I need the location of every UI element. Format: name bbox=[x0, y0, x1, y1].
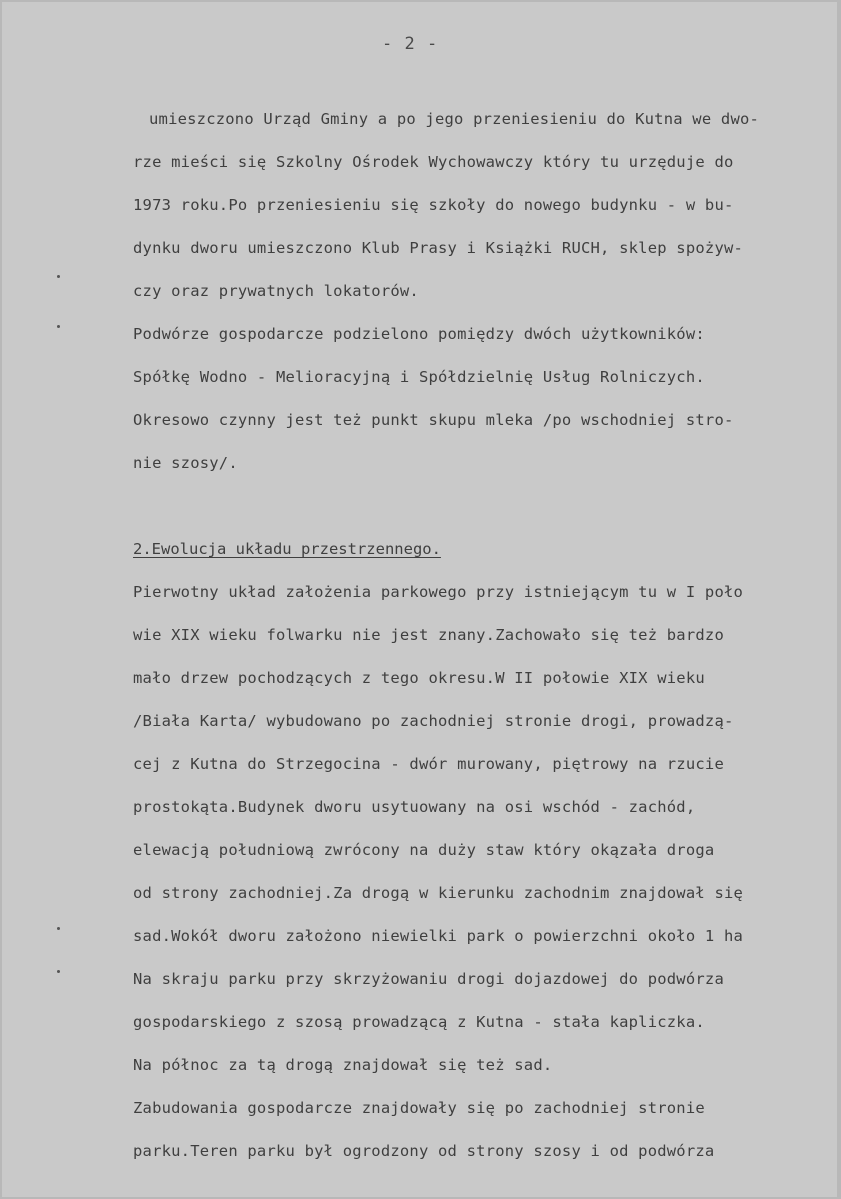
text-line: Podwórze gospodarcze podzielono pomiędzy dwóch użytkowników: bbox=[133, 325, 705, 343]
text-line: Zabudowania gospodarcze znajdowały się po zachodniej stronie bbox=[133, 1099, 705, 1117]
text-line: elewacją południową zwrócony na duży staw który okązała droga bbox=[133, 841, 715, 859]
text-line: rze mieści się Szkolny Ośrodek Wychowawczy który tu urzęduje do bbox=[133, 153, 734, 171]
text-line: wie XIX wieku folwarku nie jest znany.Zachowało się też bardzo bbox=[133, 626, 724, 644]
text-line: Spółkę Wodno - Melioracyjną i Spółdzielnię Usług Rolniczych. bbox=[133, 368, 705, 386]
text-line: Na północ za tą drogą znajdował się też sad. bbox=[133, 1056, 553, 1074]
text-line: Okresowo czynny jest też punkt skupu mleka /po wschodniej stro- bbox=[133, 411, 734, 429]
text-line: Na skraju parku przy skrzyżowaniu drogi dojazdowej do podwórza bbox=[133, 970, 724, 988]
section-heading: 2.Ewolucja układu przestrzennego. bbox=[133, 540, 441, 558]
text-line: czy oraz prywatnych lokatorów. bbox=[133, 282, 419, 300]
page-number: - 2 - bbox=[382, 34, 439, 54]
text-line: mało drzew pochodzących z tego okresu.W II połowie XIX wieku bbox=[133, 669, 705, 687]
text-line: 1973 roku.Po przeniesieniu się szkoły do nowego budynku - w bu- bbox=[133, 196, 734, 214]
text-line: Pierwotny układ założenia parkowego przy istniejącym tu w I poło bbox=[133, 583, 744, 601]
text-line: parku.Teren parku był ogrodzony od strony szosy i od podwórza bbox=[133, 1142, 715, 1160]
text-line: umieszczono Urząd Gminy a po jego przeniesieniu do Kutna we dwo- bbox=[149, 110, 760, 128]
text-line: /Biała Karta/ wybudowano po zachodniej stronie drogi, prowadzą- bbox=[133, 712, 734, 730]
punch-hole-mark bbox=[57, 927, 60, 930]
text-line: nie szosy/. bbox=[133, 454, 238, 472]
text-line: cej z Kutna do Strzegocina - dwór murowany, piętrowy na rzucie bbox=[133, 755, 724, 773]
text-line: od strony zachodniej.Za drogą w kierunku zachodnim znajdował się bbox=[133, 884, 744, 902]
text-line: sad.Wokół dworu założono niewielki park o powierzchni około 1 ha bbox=[133, 927, 744, 945]
punch-hole-mark bbox=[57, 325, 60, 328]
text-line: prostokąta.Budynek dworu usytuowany na osi wschód - zachód, bbox=[133, 798, 696, 816]
punch-hole-mark bbox=[57, 970, 60, 973]
punch-hole-mark bbox=[57, 275, 60, 278]
document-page bbox=[2, 2, 837, 1197]
text-line: gospodarskiego z szosą prowadzącą z Kutna - stała kapliczka. bbox=[133, 1013, 705, 1031]
text-line: dynku dworu umieszczono Klub Prasy i Książki RUCH, sklep spożyw- bbox=[133, 239, 744, 257]
